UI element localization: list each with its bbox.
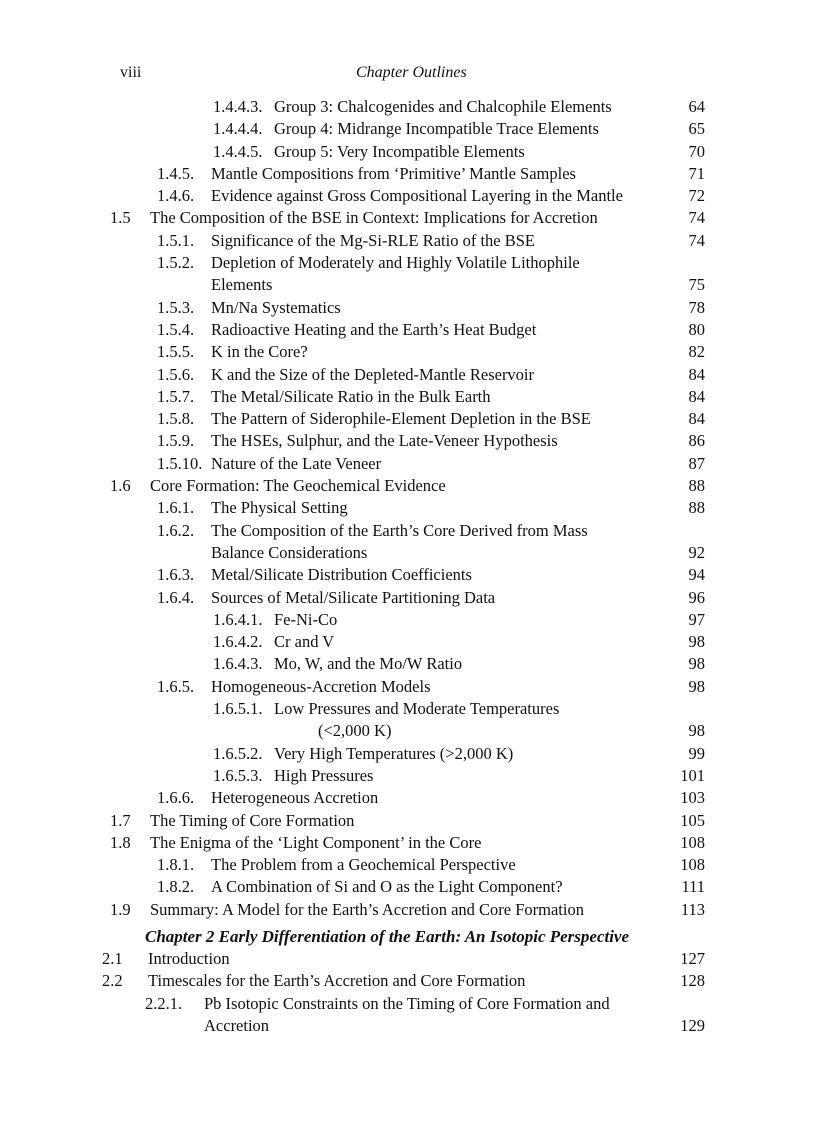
toc-entry-number: 1.4.4.4. [213, 119, 263, 139]
toc-entry-page: 113 [680, 899, 705, 919]
toc-entry-number: 1.6.4.2. [213, 632, 263, 652]
toc-entry-title: Elements [211, 275, 273, 295]
toc-entry-title: Metal/Silicate Distribution Coefficients [211, 565, 472, 585]
toc-entry-number: 1.6.1. [157, 498, 195, 518]
toc-entry [0, 520, 816, 542]
toc-entry-page: 82 [688, 342, 705, 362]
toc-entry-number: 1.4.4.3. [213, 97, 263, 116]
toc-entry-title: Mn/Na Systematics [211, 297, 341, 317]
toc-entry [0, 743, 816, 765]
toc-entry [0, 676, 816, 698]
toc-entry-number: 1.5.8. [157, 409, 195, 429]
toc-entry-title: Group 3: Chalcogenides and Chalcophile Elements [274, 97, 612, 116]
toc-entry-title: A Combination of Si and O as the Light Component? [211, 877, 563, 897]
toc-entry [0, 230, 816, 252]
toc-entry-number: 1.6.4.1. [213, 609, 263, 629]
toc-entry-number: 1.8.2. [157, 877, 195, 897]
toc-entry [0, 876, 816, 898]
toc-entry-number: 1.5.4. [157, 319, 195, 339]
toc-entry-page: 92 [688, 542, 705, 562]
toc-entry-number: 1.5.5. [157, 342, 195, 362]
toc-entry-title: Low Pressures and Moderate Temperatures [274, 699, 560, 719]
toc-entry [0, 141, 816, 163]
toc-entry-number: 1.6.3. [157, 565, 195, 585]
toc-entry-title: The Timing of Core Formation [150, 810, 355, 830]
toc-entry [0, 899, 816, 921]
toc-entry-number: 1.5 [110, 208, 131, 228]
toc-entry-title: Fe-Ni-Co [274, 609, 338, 629]
toc-entry [0, 970, 816, 992]
toc-entry-page: 94 [688, 565, 705, 585]
toc-entry-title: Accretion [204, 1015, 270, 1035]
toc-entry-page: 98 [688, 721, 705, 741]
page-folio: viii [120, 64, 142, 81]
toc-entry [0, 185, 816, 207]
table-of-contents [0, 96, 816, 1037]
toc-entry [0, 653, 816, 675]
toc-entry-number: 1.4.6. [157, 186, 195, 206]
toc-entry-title: Mantle Compositions from ‘Primitive’ Mantle Samples [211, 163, 576, 183]
toc-entry-title: The Metal/Silicate Ratio in the Bulk Earth [211, 386, 491, 406]
chapter-heading [0, 921, 816, 948]
toc-entry [0, 631, 816, 653]
toc-entry-number: 1.6.6. [157, 788, 195, 808]
toc-entry-title: Depletion of Moderately and Highly Volatile Lithophile [211, 253, 580, 273]
toc-entry-title: Core Formation: The Geochemical Evidence [150, 476, 446, 496]
toc-entry-number: 1.9 [110, 899, 131, 919]
toc-entry [0, 1015, 816, 1037]
toc-entry [0, 765, 816, 787]
toc-entry-page: 128 [680, 971, 705, 991]
toc-entry [0, 542, 816, 564]
toc-entry-number: 1.6.5.2. [213, 743, 263, 763]
toc-entry-number: 1.6.5.3. [213, 765, 263, 785]
toc-entry-title: Cr and V [274, 632, 335, 652]
toc-entry [0, 163, 816, 185]
toc-entry-number: 1.5.2. [157, 253, 195, 273]
toc-entry-number: 1.6.5.1. [213, 699, 263, 719]
toc-entry [0, 720, 816, 742]
toc-entry-title: The Pattern of Siderophile-Element Depletion in the BSE [211, 409, 591, 429]
toc-entry-page: 72 [688, 186, 705, 206]
toc-entry-number: 1.7 [110, 810, 131, 830]
toc-entry-number: 1.8.1. [157, 855, 195, 875]
toc-entry-title: The Composition of the BSE in Context: Implications for Accretion [150, 208, 598, 228]
toc-entry-number: 1.6 [110, 476, 131, 496]
toc-entry-number: 1.6.4.3. [213, 654, 263, 674]
toc-entry-title: Introduction [148, 948, 230, 968]
toc-entry-page: 74 [688, 208, 705, 228]
toc-entry-page: 87 [688, 453, 705, 473]
toc-entry-page: 99 [688, 743, 705, 763]
toc-entry-page: 64 [688, 97, 705, 116]
toc-entry-page: 111 [681, 877, 705, 897]
toc-entry-title: The Physical Setting [211, 498, 348, 518]
toc-entry-page: 75 [688, 275, 705, 295]
toc-entry-page: 103 [680, 788, 705, 808]
toc-entry [0, 993, 816, 1015]
toc-entry [0, 810, 816, 832]
running-head: Chapter Outlines [356, 64, 467, 81]
toc-entry [0, 854, 816, 876]
toc-entry-title: Summary: A Model for the Earth’s Accretion and Core Formation [150, 899, 584, 919]
toc-entry-number: 1.5.7. [157, 386, 195, 406]
toc-entry-title: The Problem from a Geochemical Perspective [211, 855, 516, 875]
toc-entry [0, 341, 816, 363]
toc-entry [0, 118, 816, 140]
toc-entry-page: 96 [688, 587, 705, 607]
toc-entry-number: 1.5.10. [157, 453, 203, 473]
toc-entry [0, 948, 816, 970]
toc-entry-page: 71 [688, 163, 705, 183]
toc-entry [0, 386, 816, 408]
toc-entry [0, 364, 816, 386]
toc-entry [0, 319, 816, 341]
toc-entry-title: K in the Core? [211, 342, 308, 362]
toc-entry [0, 430, 816, 452]
toc-entry [0, 698, 816, 720]
toc-entry [0, 587, 816, 609]
toc-entry-page: 70 [688, 141, 705, 161]
toc-entry [0, 564, 816, 586]
toc-entry-page: 88 [688, 476, 705, 496]
toc-entry [0, 832, 816, 854]
toc-entry-page: 88 [688, 498, 705, 518]
toc-entry-page: 84 [688, 364, 705, 384]
toc-entry-title: Evidence against Gross Compositional Layering in the Mantle [211, 186, 623, 206]
toc-entry [0, 475, 816, 497]
toc-entry-title: Timescales for the Earth’s Accretion and Core Formation [148, 971, 526, 991]
toc-entry-title: Homogeneous-Accretion Models [211, 676, 431, 696]
toc-entry-page: 84 [688, 409, 705, 429]
toc-entry-title: Heterogeneous Accretion [211, 788, 379, 808]
toc-entry-title: The HSEs, Sulphur, and the Late-Veneer Hypothesis [211, 431, 558, 451]
toc-entry-number: 1.8 [110, 832, 131, 852]
toc-entry-page: 74 [688, 230, 705, 250]
toc-entry-page: 101 [680, 765, 705, 785]
toc-entry-number: 2.1 [102, 948, 123, 968]
toc-entry-title: The Composition of the Earth’s Core Derived from Mass [211, 520, 588, 540]
toc-entry-title: (<2,000 K) [318, 721, 392, 741]
toc-entry-number: 1.4.4.5. [213, 141, 263, 161]
toc-entry-page: 80 [688, 319, 705, 339]
toc-entry [0, 408, 816, 430]
toc-entry [0, 787, 816, 809]
toc-entry-page: 97 [688, 609, 705, 629]
toc-entry-title: Very High Temperatures (>2,000 K) [274, 743, 514, 763]
toc-entry [0, 497, 816, 519]
toc-entry-number: 1.4.5. [157, 163, 195, 183]
toc-entry-title: Group 4: Midrange Incompatible Trace Elements [274, 119, 599, 139]
toc-entry [0, 96, 816, 118]
toc-entry-page: 78 [688, 297, 705, 317]
toc-entry [0, 252, 816, 274]
toc-entry-number: 1.5.9. [157, 431, 195, 451]
toc-entry-page: 129 [680, 1015, 705, 1035]
chapter-heading-text: Chapter 2 Early Differentiation of the Earth: An Isotopic Perspective [145, 926, 630, 946]
toc-entry-page: 127 [680, 948, 705, 968]
toc-entry [0, 207, 816, 229]
toc-entry-page: 65 [688, 119, 705, 139]
toc-entry-title: Balance Considerations [211, 542, 368, 562]
toc-entry-title: Nature of the Late Veneer [211, 453, 382, 473]
toc-entry-title: Mo, W, and the Mo/W Ratio [274, 654, 463, 674]
toc-entry-page: 108 [680, 832, 705, 852]
toc-entry [0, 453, 816, 475]
toc-entry-title: The Enigma of the ‘Light Component’ in the Core [150, 832, 482, 852]
toc-entry-number: 2.2 [102, 971, 123, 991]
toc-entry-number: 1.5.3. [157, 297, 195, 317]
toc-entry-page: 98 [688, 632, 705, 652]
toc-entry-title: Significance of the Mg-Si-RLE Ratio of the BSE [211, 230, 535, 250]
toc-entry-title: High Pressures [274, 765, 374, 785]
toc-entry-page: 108 [680, 855, 705, 875]
toc-entry-title: Pb Isotopic Constraints on the Timing of Core Formation and [204, 993, 610, 1013]
toc-entry-page: 98 [688, 676, 705, 696]
toc-entry [0, 297, 816, 319]
toc-entry [0, 609, 816, 631]
toc-entry [0, 274, 816, 296]
toc-entry-number: 1.5.1. [157, 230, 195, 250]
toc-entry-title: Sources of Metal/Silicate Partitioning Data [211, 587, 496, 607]
toc-entry-page: 98 [688, 654, 705, 674]
toc-entry-title: Radioactive Heating and the Earth’s Heat Budget [211, 319, 537, 339]
toc-entry-number: 2.2.1. [145, 993, 183, 1013]
toc-entry-number: 1.6.2. [157, 520, 195, 540]
toc-entry-number: 1.5.6. [157, 364, 195, 384]
toc-entry-number: 1.6.5. [157, 676, 195, 696]
toc-entry-title: K and the Size of the Depleted-Mantle Reservoir [211, 364, 535, 384]
toc-entry-title: Group 5: Very Incompatible Elements [274, 141, 525, 161]
toc-entry-page: 84 [688, 386, 705, 406]
toc-entry-number: 1.6.4. [157, 587, 195, 607]
toc-entry-page: 105 [680, 810, 705, 830]
toc-entry-page: 86 [688, 431, 705, 451]
